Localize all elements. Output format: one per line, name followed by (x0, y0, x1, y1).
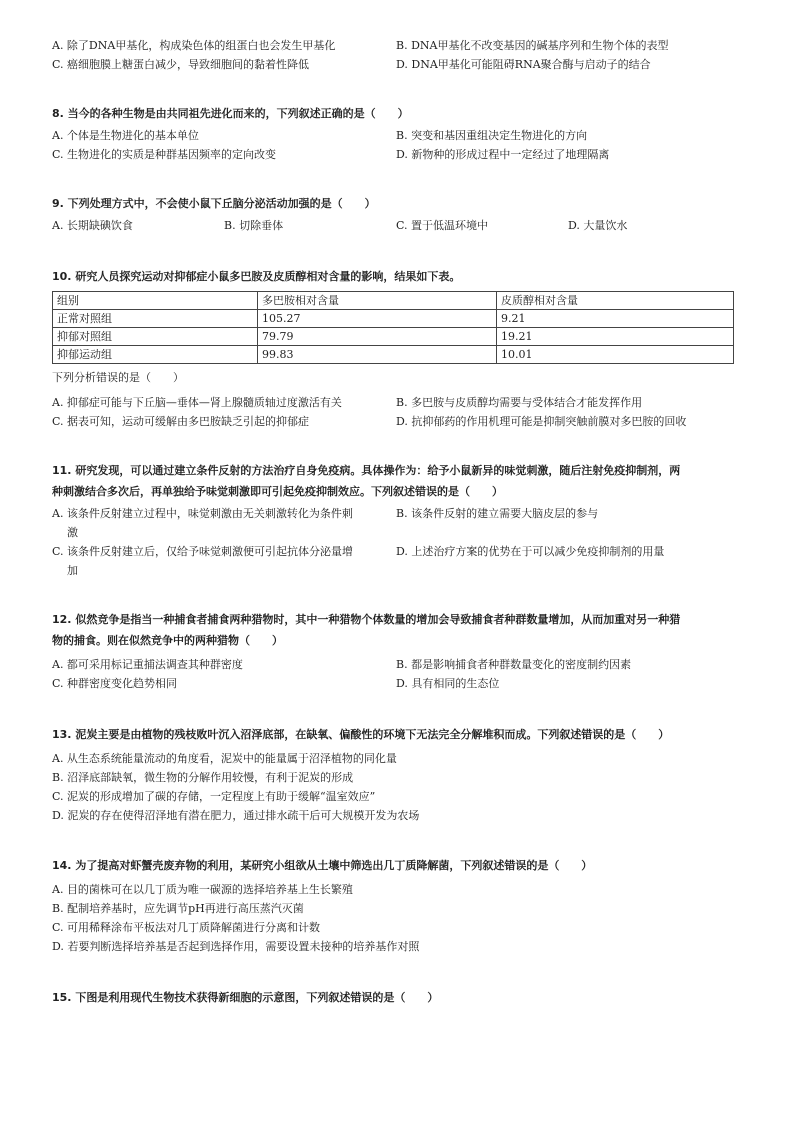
table-header-cell: 皮质醇相对含量 (497, 292, 734, 310)
question-8 (52, 103, 742, 164)
option-b: B. 多巴胺与皮质醇均需要与受体结合才能发挥作用 (396, 396, 643, 409)
option-b: B. DNA甲基化不改变基因的碱基序列和生物个体的表型 (396, 39, 669, 52)
question-stem: 10. 研究人员探究运动对抑郁症小鼠多巴胺及皮质醇相对含量的影响，结果如下表。 (52, 270, 461, 283)
question-stem: 8. 当今的各种生物是由共同祖先进化而来的，下列叙述正确的是（ ） (52, 107, 409, 120)
question-stem-line-2: 物的捕食。则在似然竞争中的两种猎物（ ） (52, 634, 283, 647)
question-stem-line-1: 12. 似然竞争是指当一种捕食者捕食两种猎物时，其中一种猎物个体数量的增加会导致捕食者种群数量增加，从而加重对另一种猎 (52, 613, 681, 626)
option-c: C. 种群密度变化趋势相同 (52, 677, 178, 690)
table-cell: 105.27 (258, 310, 497, 328)
table-row (53, 346, 734, 364)
option-c: C. 据表可知，运动可缓解由多巴胺缺乏引起的抑郁症 (52, 415, 310, 428)
option-c: C. 生物进化的实质是种群基因频率的定向改变 (52, 148, 277, 161)
option-a (52, 504, 396, 542)
table-cell: 79.79 (258, 328, 497, 346)
option-c-line-2: 加 (67, 564, 78, 577)
option-d: D. 大量饮水 (568, 219, 628, 232)
table-cell: 10.01 (497, 346, 734, 364)
table-cell: 99.83 (258, 346, 497, 364)
question-7-options (52, 36, 742, 74)
option-a: A. 抑郁症可能与下丘脑—垂体—肾上腺髓质轴过度激活有关 (52, 396, 342, 409)
table-cell: 9.21 (497, 310, 734, 328)
option-b: B. 切除垂体 (224, 219, 284, 232)
exam-page (52, 36, 742, 1008)
question-10 (52, 266, 742, 431)
option-c: C. 泥炭的形成增加了碳的存储，一定程度上有助于缓解“温室效应” (52, 790, 376, 803)
question-14 (52, 855, 742, 956)
option-d: D. DNA甲基化可能阻碍RNA聚合酶与启动子的结合 (396, 58, 651, 71)
question-13 (52, 724, 742, 825)
option-a-line-2: 激 (67, 526, 78, 539)
table-cell: 正常对照组 (53, 310, 258, 328)
question-stem-line-2: 种刺激结合多次后，再单独给予味觉刺激即可引起免疫抑制效应。下列叙述错误的是（ ） (52, 485, 503, 498)
table-header-cell: 多巴胺相对含量 (258, 292, 497, 310)
question-stem: 15. 下图是利用现代生物技术获得新细胞的示意图，下列叙述错误的是（ ） (52, 991, 439, 1004)
table-row (53, 328, 734, 346)
option-c (52, 542, 396, 580)
option-d: D. 抗抑郁药的作用机理可能是抑制突触前膜对多巴胺的回收 (396, 415, 687, 428)
question-prompt: 下列分析错误的是（ ） (52, 371, 184, 384)
option-c: C. 可用稀释涂布平板法对几丁质降解菌进行分离和计数 (52, 921, 321, 934)
question-stem-line-1: 11. 研究发现，可以通过建立条件反射的方法治疗自身免疫病。具体操作为：给予小鼠新异的味觉刺激，随后注射免疫抑制剂，两 (52, 464, 681, 477)
option-b: B. 都是影响捕食者种群数量变化的密度制约因素 (396, 658, 632, 671)
option-b: B. 该条件反射的建立需要大脑皮层的参与 (396, 507, 599, 520)
option-a: A. 长期缺碘饮食 (52, 219, 133, 232)
option-a: A. 除了DNA甲基化，构成染色体的组蛋白也会发生甲基化 (52, 39, 336, 52)
option-a: A. 都可采用标记重捕法调查其种群密度 (52, 658, 243, 671)
question-15 (52, 987, 742, 1008)
data-table (52, 291, 734, 364)
option-a: A. 从生态系统能量流动的角度看，泥炭中的能量属于沼泽植物的同化量 (52, 752, 397, 765)
option-b: B. 沼泽底部缺氧，微生物的分解作用较慢，有利于泥炭的形成 (52, 771, 354, 784)
option-a: A. 个体是生物进化的基本单位 (52, 129, 199, 142)
question-11 (52, 460, 742, 580)
question-stem: 13. 泥炭主要是由植物的残枝败叶沉入沼泽底部，在缺氧、偏酸性的环境下无法完全分解堆积而成。下列叙述错误的是（ ） (52, 728, 670, 741)
question-stem: 14. 为了提高对虾蟹壳废弃物的利用，某研究小组欲从土壤中筛选出几丁质降解菌，下列叙述错误的是（ ） (52, 859, 593, 872)
option-c: C. 置于低温环境中 (396, 219, 489, 232)
question-12 (52, 609, 742, 693)
table-header-cell: 组别 (53, 292, 258, 310)
table-cell: 抑郁运动组 (53, 346, 258, 364)
table-cell: 抑郁对照组 (53, 328, 258, 346)
option-c: C. 癌细胞膜上糖蛋白减少，导致细胞间的黏着性降低 (52, 58, 310, 71)
option-a: A. 目的菌株可在以几丁质为唯一碳源的选择培养基上生长繁殖 (52, 883, 353, 896)
option-d: D. 泥炭的存在使得沼泽地有潜在肥力，通过排水疏干后可大规模开发为农场 (52, 809, 420, 822)
table-cell: 19.21 (497, 328, 734, 346)
option-d: D. 若要判断选择培养基是否起到选择作用，需要设置未接种的培养基作对照 (52, 940, 420, 953)
option-d: D. 上述治疗方案的优势在于可以减少免疫抑制剂的用量 (396, 545, 665, 558)
option-b: B. 配制培养基时，应先调节pH再进行高压蒸汽灭菌 (52, 902, 304, 915)
option-d: D. 新物种的形成过程中一定经过了地理隔离 (396, 148, 610, 161)
table-row (53, 310, 734, 328)
option-a-line-1: A. 该条件反射建立过程中，味觉刺激由无关刺激转化为条件刺 (52, 507, 353, 520)
question-stem: 9. 下列处理方式中，不会使小鼠下丘脑分泌活动加强的是（ ） (52, 197, 376, 210)
option-c-line-1: C. 该条件反射建立后，仅给予味觉刺激便可引起抗体分泌量增 (52, 545, 354, 558)
option-b: B. 突变和基因重组决定生物进化的方向 (396, 129, 588, 142)
question-9 (52, 193, 742, 235)
option-d: D. 具有相同的生态位 (396, 677, 500, 690)
table-header-row (53, 292, 734, 310)
